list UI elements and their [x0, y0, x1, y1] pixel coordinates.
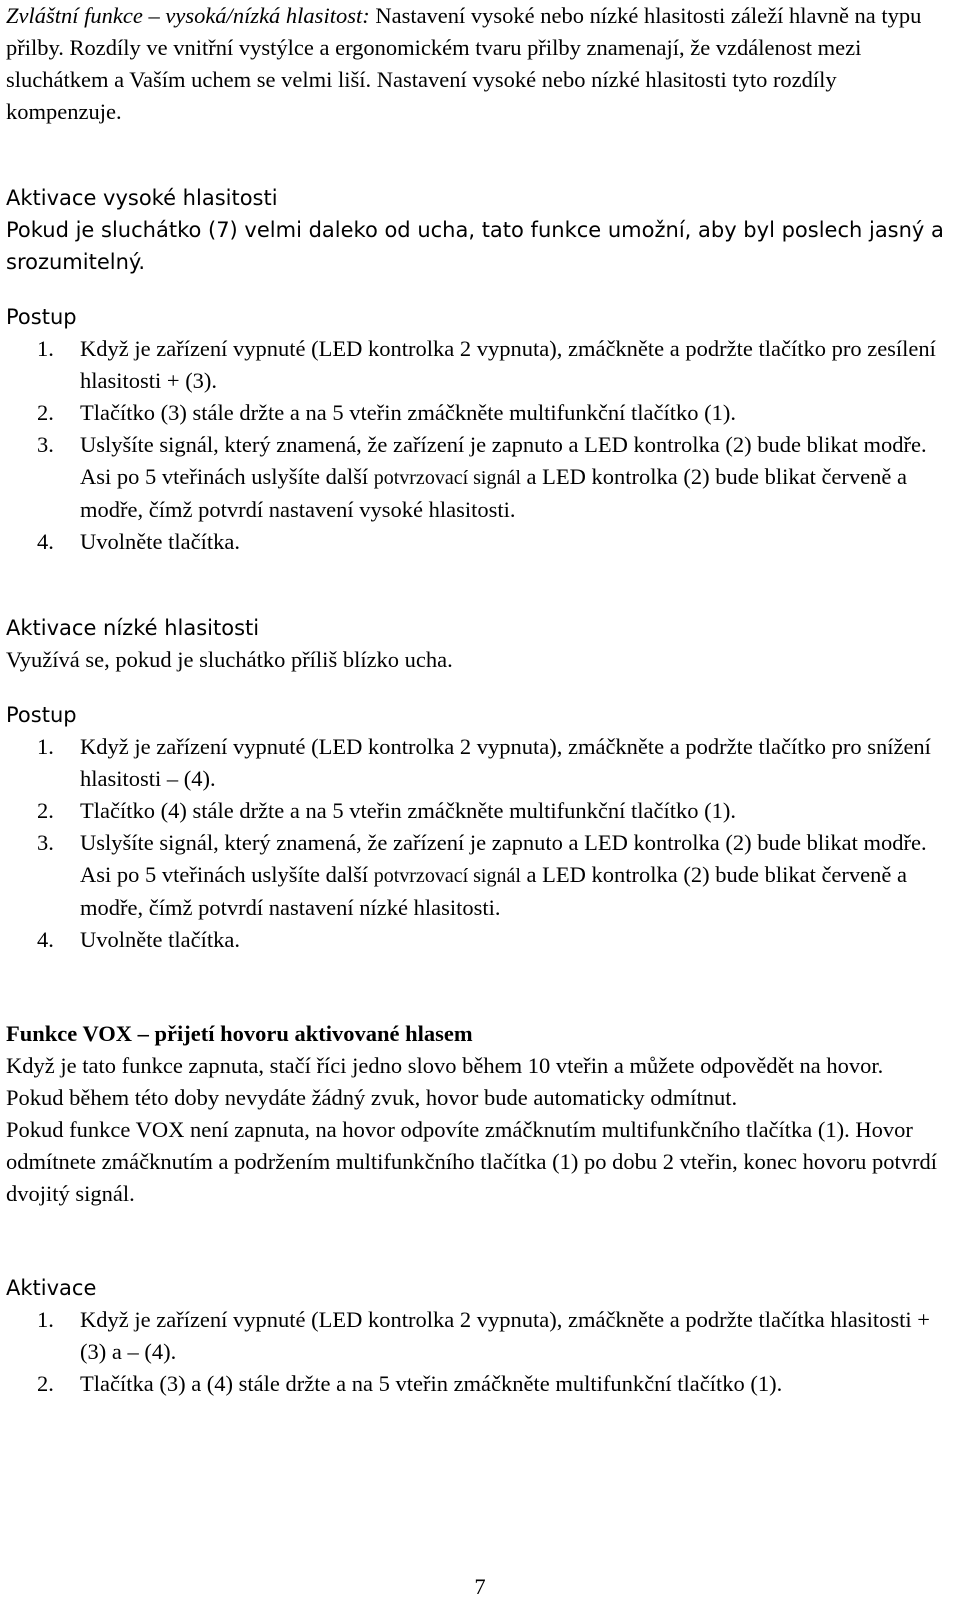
list-item [6, 827, 946, 924]
step-number: 2. [37, 400, 54, 425]
step-text: Tlačítko (3) stále držte a na 5 vteřin zmáčkněte multifunkční tlačítko (1). [80, 400, 736, 425]
step-number: 4. [37, 927, 54, 952]
high-volume-title: Aktivace vysoké hlasitosti [6, 186, 278, 210]
low-procedure-title: Postup [6, 703, 77, 727]
step-number: 4. [37, 529, 54, 554]
low-volume-description: Využívá se, pokud je sluchátko příliš blízko ucha. [6, 647, 453, 672]
step-text-small: potvrzovací signál [373, 467, 521, 489]
step-text: Uvolněte tlačítka. [80, 529, 240, 554]
step-text: Když je zařízení vypnuté (LED kontrolka 2 vypnuta), zmáčkněte a podržte tlačítka hlasitosti + (3) a – (4). [80, 1307, 930, 1364]
document-page [6, 0, 946, 1400]
step-text: a LED kontrolka (2) bude blikat červeně a modře, čímž potvrdí nastavení vysoké hlasitosti. [80, 464, 907, 522]
step-text: Když je zařízení vypnuté (LED kontrolka 2 vypnuta), zmáčkněte a podržte tlačítko pro zesílení hlasitosti + (3). [80, 336, 936, 393]
list-item [6, 1368, 946, 1400]
step-text: Uslyšíte signál, který znamená, že zařízení je zapnuto a LED kontrolka (2) bude blikat modře. Asi po 5 vteřinách uslyšíte další [80, 830, 927, 887]
vox-paragraph-2: Pokud funkce VOX není zapnuta, na hovor odpovíte zmáčknutím multifunkčního tlačítka (1). Hovor odmítnete zmáčknutím a podržením multifunkčního tlačítka (1) po dobu 2 vteřin, konec hovoru potvrdí dvojitý signál. [6, 1117, 938, 1206]
high-steps-list [6, 333, 946, 558]
step-text: Když je zařízení vypnuté (LED kontrolka 2 vypnuta), zmáčkněte a podržte tlačítko pro snížení hlasitosti – (4). [80, 734, 931, 791]
list-item [6, 429, 946, 526]
step-number: 2. [37, 1371, 54, 1396]
list-item [6, 397, 946, 429]
step-text-small: potvrzovací signál [373, 865, 521, 887]
list-item [6, 924, 946, 956]
high-volume-description: Pokud je sluchátko (7) velmi daleko od ucha, tato funkce umožní, aby byl poslech jasný a srozumitelný. [6, 218, 944, 274]
list-item [6, 731, 946, 795]
list-item [6, 526, 946, 558]
vox-paragraph-1: Když je tato funkce zapnuta, stačí říci jedno slovo během 10 vteřin a můžete odpovědět na hovor. Pokud během této doby nevydáte žádný zvuk, hovor bude automaticky odmítnut. [6, 1053, 884, 1110]
intro-title: Zvláštní funkce – vysoká/nízká hlasitost: [6, 3, 370, 28]
vox-title: Funkce VOX – přijetí hovoru aktivované hlasem [6, 1021, 473, 1046]
list-item [6, 1304, 946, 1368]
step-number: 1. [37, 336, 54, 361]
step-number: 2. [37, 798, 54, 823]
intro-text: Nastavení vysoké nebo nízké hlasitosti záleží hlavně na typu přilby. Rozdíly ve vnitřní vystýlce a ergonomickém tvaru přilby znamenají, že vzdálenost mezi sluchátkem a Vaším uchem se velmi liší. Nastavení vysoké nebo nízké hlasitosti tyto rozdíly kompenzuje. [6, 3, 922, 124]
activation-steps-list [6, 1304, 946, 1400]
step-text: a LED kontrolka (2) bude blikat červeně a modře, čímž potvrdí nastavení nízké hlasitosti. [80, 862, 907, 920]
step-text: Uvolněte tlačítka. [80, 927, 240, 952]
step-number: 1. [37, 734, 54, 759]
high-procedure-title: Postup [6, 305, 77, 329]
list-item [6, 333, 946, 397]
step-text: Tlačítka (3) a (4) stále držte a na 5 vteřin zmáčkněte multifunkční tlačítko (1). [80, 1371, 783, 1396]
step-number: 3. [37, 432, 54, 457]
step-text: Tlačítko (4) stále držte a na 5 vteřin zmáčkněte multifunkční tlačítko (1). [80, 798, 736, 823]
step-number: 3. [37, 830, 54, 855]
intro-paragraph [6, 0, 946, 128]
activation-title: Aktivace [6, 1276, 97, 1300]
step-number: 1. [37, 1307, 54, 1332]
step-text: Uslyšíte signál, který znamená, že zařízení je zapnuto a LED kontrolka (2) bude blikat modře. Asi po 5 vteřinách uslyšíte další [80, 432, 927, 489]
list-item [6, 795, 946, 827]
low-steps-list [6, 731, 946, 956]
page-number: 7 [474, 1574, 486, 1599]
low-volume-title: Aktivace nízké hlasitosti [6, 616, 260, 640]
